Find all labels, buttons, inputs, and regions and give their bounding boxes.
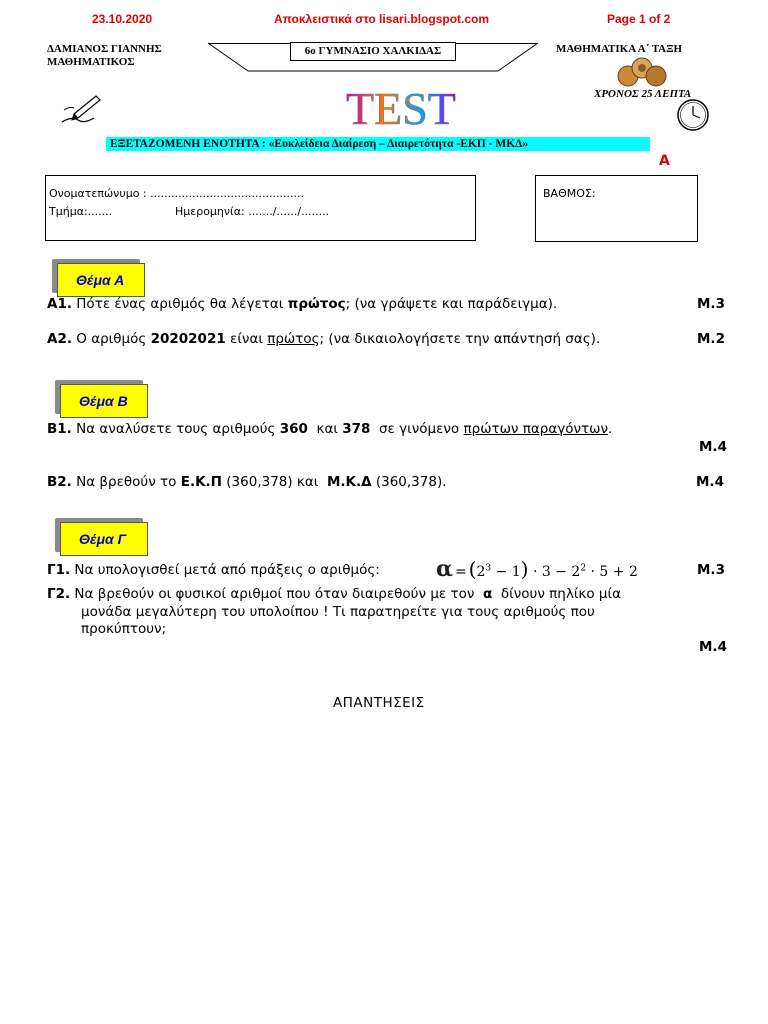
student-info-box — [45, 175, 476, 241]
question-a1: Α1. Πότε ένας αριθμός θα λέγεται πρώτος; (να γράψετε και παράδειγμα). — [47, 296, 558, 312]
header-date: 23.10.2020 — [92, 12, 153, 26]
question-b1: Β1. Να αναλύσετε τους αριθμούς 360 και 378 σε γινόμενο πρώτων παραγόντων. — [47, 421, 613, 437]
section-a-tag — [57, 263, 145, 297]
teacher-name: ΔΑΜΙΑΝΟΣ ΓΙΑΝΝΗΣ — [47, 43, 162, 55]
grade-box — [535, 175, 698, 242]
teacher-role: ΜΑΘΗΜΑΤΙΚΟΣ — [47, 56, 135, 68]
test-title-text: TEST — [346, 83, 456, 134]
section-c-label: Θέμα Γ — [60, 522, 148, 556]
header-page: Page 1 of 2 — [607, 12, 671, 26]
question-c2-line2: μονάδα μεγαλύτερη του υπολοίπου ! Τι παρατηρείτε για τους αριθμούς που — [81, 604, 595, 620]
date-field[interactable]: Ημερομηνία: ......./....../........ — [175, 205, 330, 218]
mark-a2: Μ.2 — [697, 331, 725, 347]
section-c-tag — [60, 522, 148, 556]
formula-alpha: $\alpha = (2^3 - 1) \cdot 3 - 2^2 \cdot 5 + 2$ — [436, 556, 638, 582]
test-title — [344, 82, 456, 134]
variant-label: Α — [659, 153, 670, 169]
mark-a1: Μ.3 — [697, 296, 725, 312]
question-c1: Γ1. Να υπολογισθεί μετά από πράξεις ο αριθμός: — [47, 562, 380, 578]
mark-c2: Μ.4 — [699, 639, 727, 655]
mark-b2: Μ.4 — [696, 474, 724, 490]
name-field[interactable]: Ονοματεπώνυμο : ............................................ — [49, 187, 304, 200]
question-a2: Α2. Ο αριθμός 20202021 είναι πρώτος; (να δικαιολογήσετε την απάντησή σας). — [47, 331, 601, 347]
duration: ΧΡΟΝΟΣ 25 ΛΕΠΤΑ — [594, 88, 692, 100]
section-a-label: Θέμα Α — [57, 263, 145, 297]
section-b-tag — [60, 384, 148, 418]
question-c2: Γ2. Να βρεθούν οι φυσικοί αριθμοί που όταν διαιρεθούν με τον α δίνουν πηλίκο μία — [47, 586, 621, 602]
class-field[interactable]: Τμήμα:....... — [49, 205, 113, 218]
class-info: ΜΑΘΗΜΑΤΙΚΑ Α΄ ΤΑΞΗ — [556, 43, 683, 55]
question-b2: Β2. Να βρεθούν το Ε.Κ.Π (360,378) και Μ.Κ.Δ (360,378). — [47, 474, 447, 490]
topic-bar: ΕΞΕΤΑΖΟΜΕΝΗ ΕΝΟΤΗΤΑ : «Ευκλείδεια Διαίρεση – Διαιρετότητα -ΕΚΠ - ΜΚΔ» — [106, 137, 650, 151]
question-c2-line3: προκύπτουν; — [81, 621, 167, 637]
pen-writing-icon — [58, 92, 104, 126]
section-b-label: Θέμα Β — [60, 384, 148, 418]
grade-label: ΒΑΘΜΟΣ: — [543, 187, 596, 200]
teacher-block — [47, 43, 162, 69]
header-source: Αποκλειστικά στο lisari.blogspot.com — [274, 12, 490, 26]
clock-icon — [676, 98, 710, 132]
answers-title: ΑΠΑΝΤΗΣΕΙΣ — [333, 695, 425, 711]
school-name: 6ο ΓΥΜΝΑΣΙΟ ΧΑΛΚΙΔΑΣ — [290, 42, 456, 61]
mark-b1: Μ.4 — [699, 439, 727, 455]
coins-icon — [612, 56, 672, 88]
mark-c1: Μ.3 — [697, 562, 725, 578]
